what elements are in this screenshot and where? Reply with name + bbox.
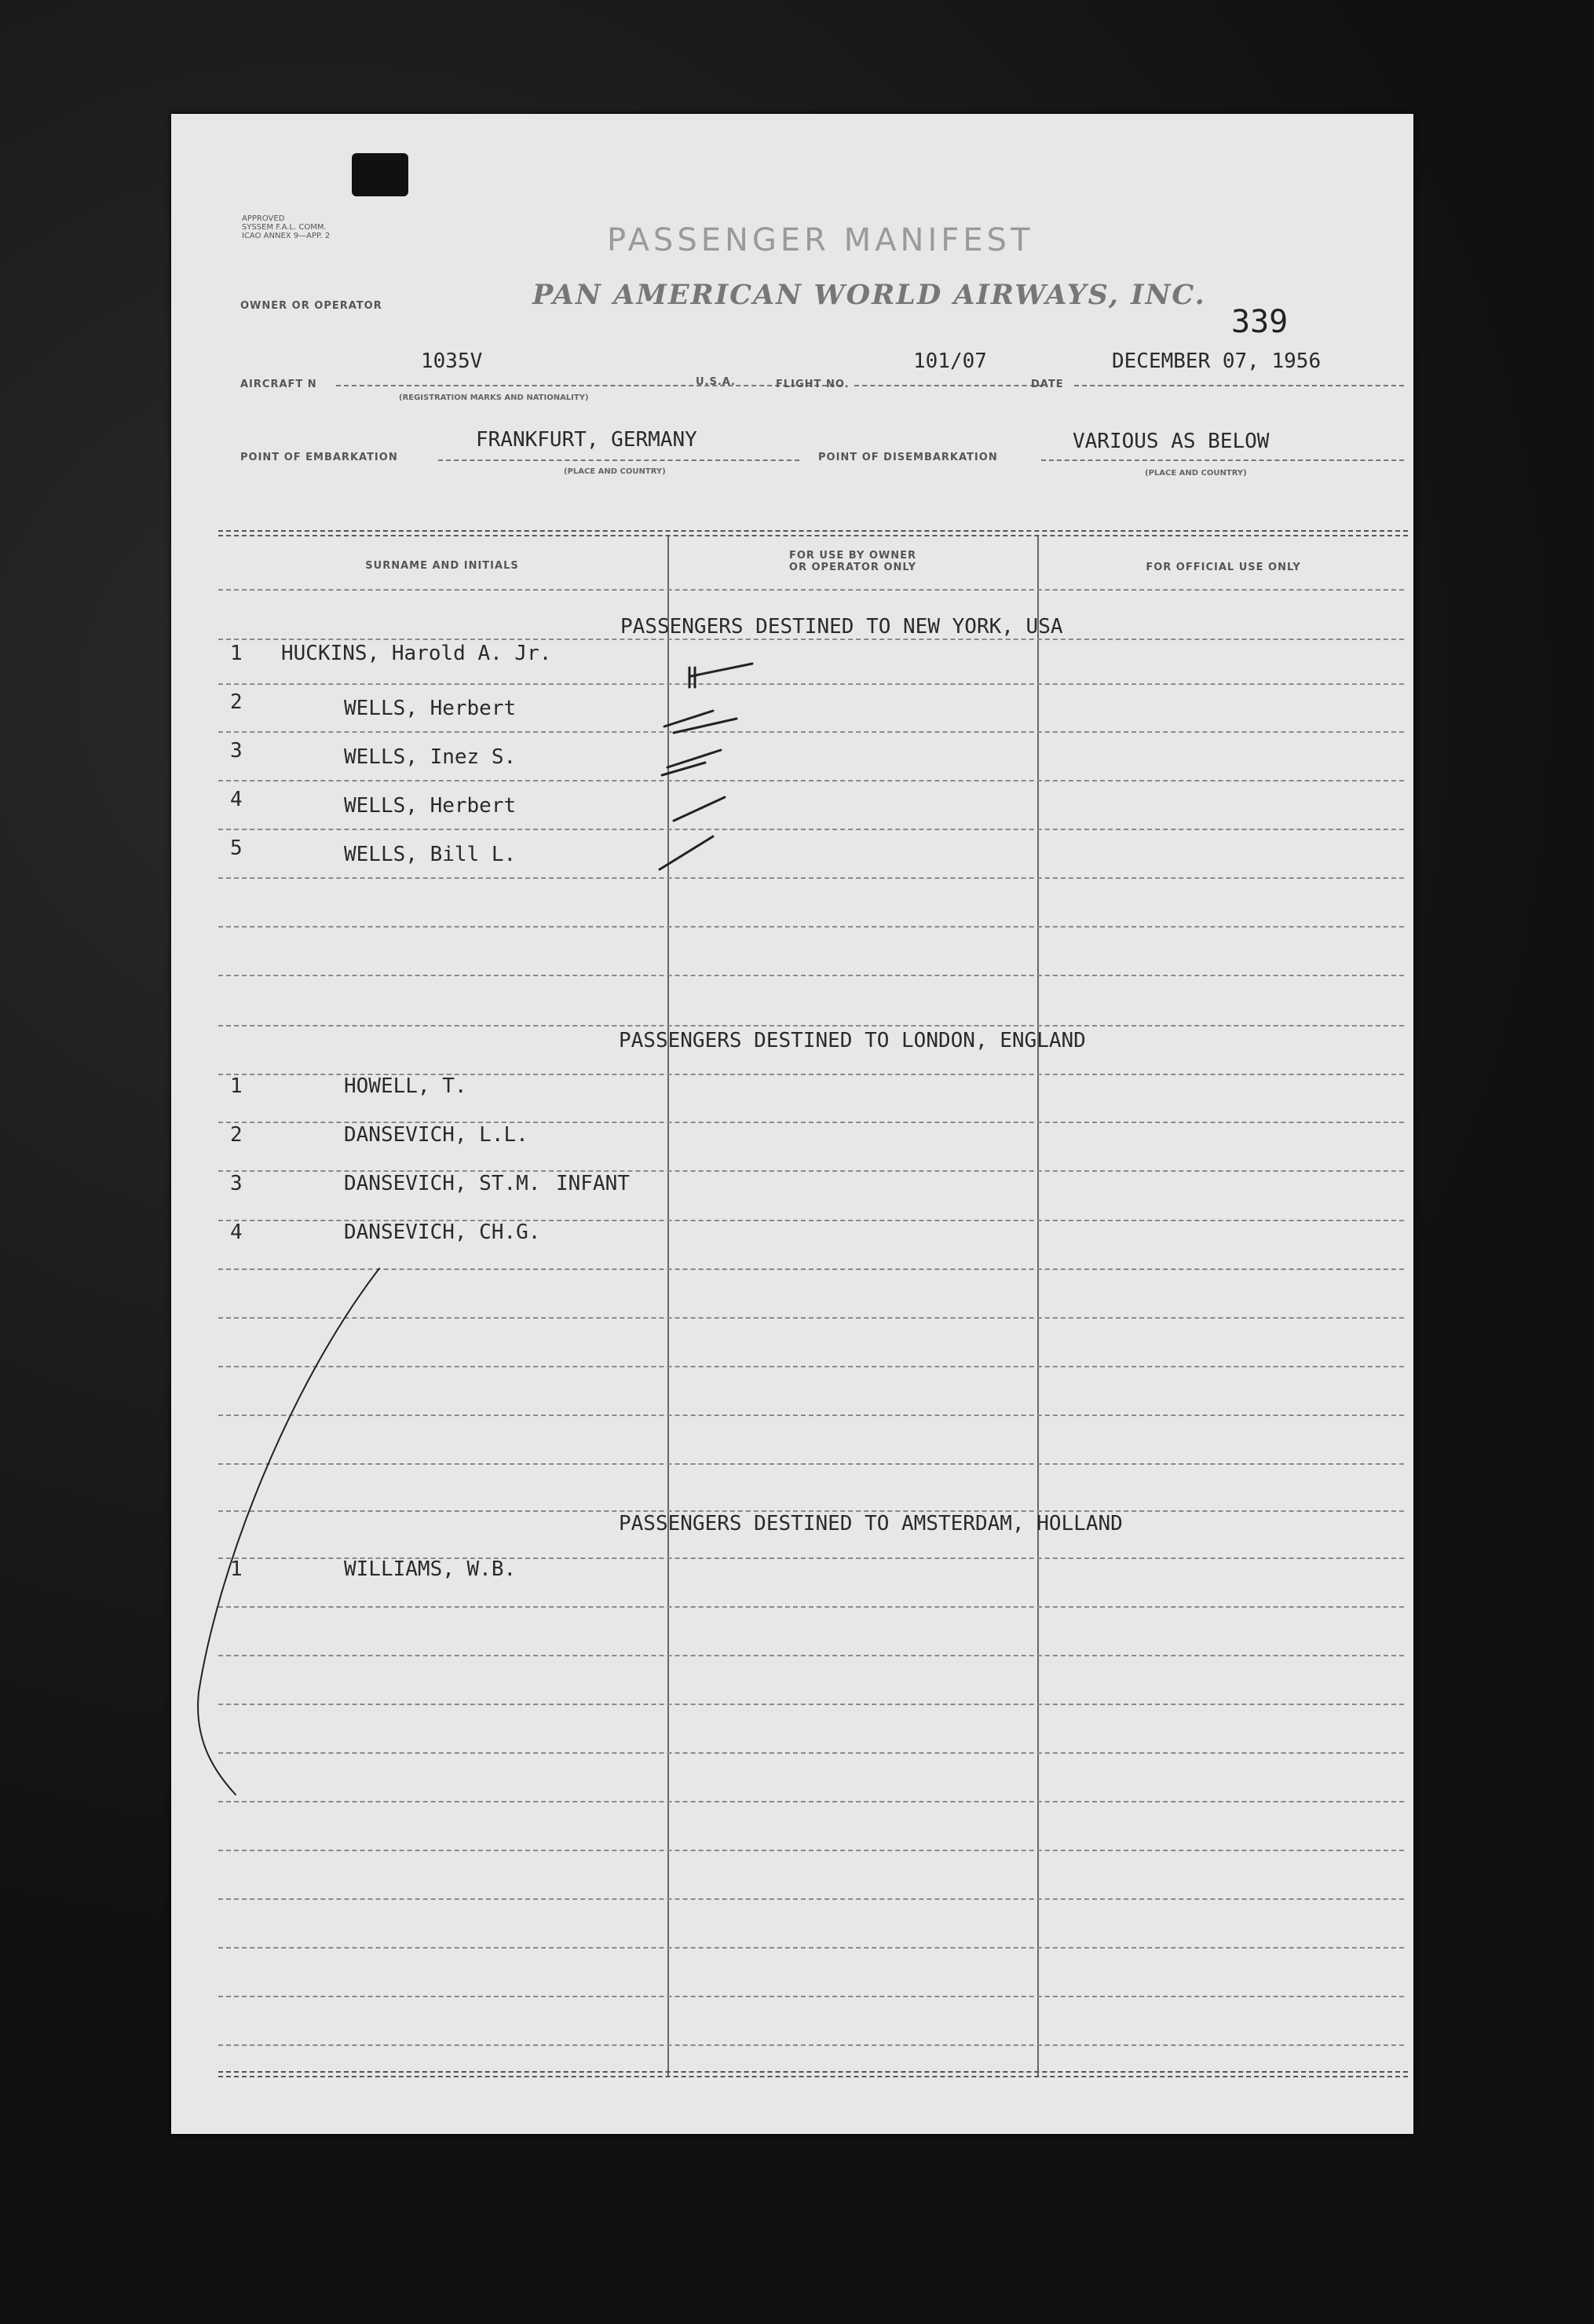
disembarkation-value: VARIOUS AS BELOW [1073,430,1270,453]
aircraft-label: AIRCRAFT N [240,379,317,390]
checkmark [689,664,752,687]
approval-line: ICAO ANNEX 9—APP. 2 [242,232,331,240]
section-heading: PASSENGERS DESTINED TO LONDON, ENGLAND [619,1029,1086,1052]
flight-label: FLIGHT NO. [776,379,850,390]
owner-value: PAN AMERICAN WORLD AIRWAYS, INC. [532,279,1206,311]
checkmark [664,711,737,733]
bracket-stroke [198,1268,379,1795]
date-label: DATE [1031,379,1064,390]
column-header-surname: SURNAME AND INITIALS [365,560,519,572]
approval-line: SYSSEM F.A.L. COMM. [242,223,327,232]
embarkation-hint: (PLACE AND COUNTRY) [564,467,666,476]
row-number: 1 [230,1074,243,1098]
passenger-name: DANSEVICH, CH.G. [344,1221,541,1244]
passenger-name: WELLS, Inez S. [344,745,517,769]
passenger-name: WILLIAMS, W.B. [344,1557,517,1581]
manifest-number: 339 [1231,304,1289,340]
row-number: 1 [230,1557,243,1581]
flight-value: 101/07 [913,350,987,373]
owner-column-line: FOR USE BY OWNER [788,550,917,562]
approval-line: APPROVED [242,214,285,223]
checkmark [660,836,713,869]
passenger-name: DANSEVICH, ST.M. [344,1172,541,1195]
section-heading: PASSENGERS DESTINED TO NEW YORK, USA [620,615,1063,639]
embarkation-label: POINT OF EMBARKATION [240,452,398,463]
row-number: 4 [230,788,243,811]
section-heading: PASSENGERS DESTINED TO AMSTERDAM, HOLLAND [619,1512,1123,1535]
passenger-name: HUCKINS, Harold A. Jr. [281,642,552,665]
page-title: PASSENGER MANIFEST [607,222,1034,258]
row-number: 1 [230,642,243,665]
usa-label: U.S.A. [696,376,737,388]
row-number: 3 [230,739,243,763]
checkmark [662,750,721,775]
row-number: 2 [230,690,243,714]
passenger-name: WELLS, Herbert [344,794,517,818]
checkmark [674,797,725,821]
passenger-note: INFANT [556,1172,630,1195]
registration-hint: (REGISTRATION MARKS AND NATIONALITY) [399,393,589,402]
row-number: 2 [230,1123,243,1147]
passenger-name: WELLS, Bill L. [344,843,517,866]
owner-column-line: OR OPERATOR ONLY [788,562,917,573]
column-header-official: FOR OFFICIAL USE ONLY [1146,562,1301,573]
row-number: 4 [230,1221,243,1244]
owner-label: OWNER OR OPERATOR [240,300,382,312]
date-value: DECEMBER 07, 1956 [1112,350,1322,373]
handwritten-checkmarks [171,114,1413,2134]
manifest-sheet [171,114,1413,2134]
row-number: 5 [230,836,243,860]
disembarkation-label: POINT OF DISEMBARKATION [818,452,998,463]
passenger-name: DANSEVICH, L.L. [344,1123,528,1147]
aircraft-value: 1035V [421,350,483,373]
embarkation-value: FRANKFURT, GERMANY [476,428,697,452]
disembarkation-hint: (PLACE AND COUNTRY) [1145,469,1247,478]
row-number: 3 [230,1172,243,1195]
passenger-name: WELLS, Herbert [344,697,517,720]
passenger-name: HOWELL, T. [344,1074,467,1098]
